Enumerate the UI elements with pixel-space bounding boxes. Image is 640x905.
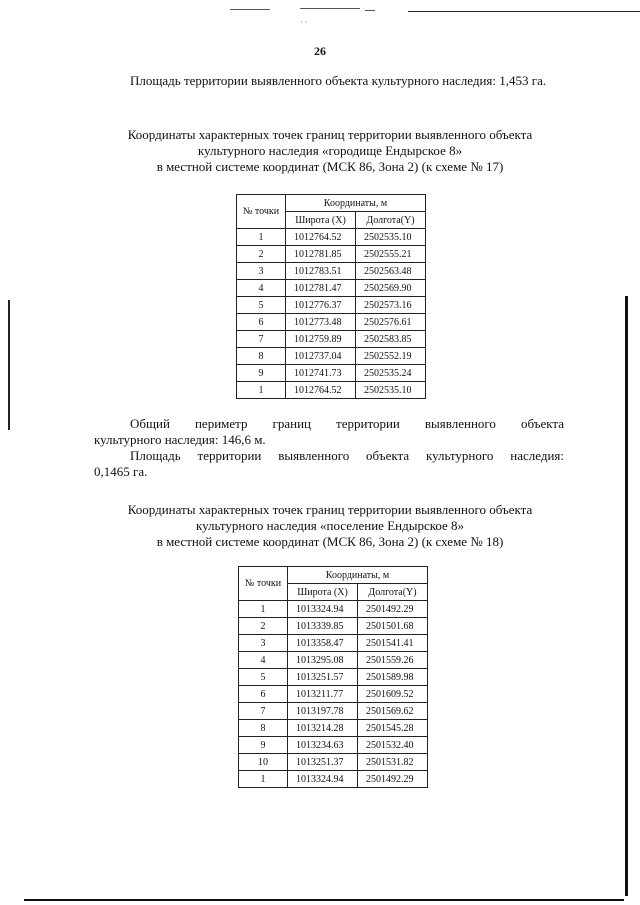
table-row xyxy=(239,737,428,754)
cell-point-number: 5 xyxy=(239,669,288,686)
cell-point-number: 7 xyxy=(237,331,286,348)
cell-point-number: 3 xyxy=(239,635,288,652)
table-row xyxy=(239,652,428,669)
table-row xyxy=(237,246,426,263)
cell-latitude: 1013197.78 xyxy=(288,703,358,720)
heading-17-line1: Координаты характерных точек границ территории выявленного объекта xyxy=(127,127,533,142)
cell-point-number: 8 xyxy=(237,348,286,365)
cell-longitude: 2501589.98 xyxy=(358,669,428,686)
cell-point-number: 1 xyxy=(239,601,288,618)
cell-latitude: 1013295.08 xyxy=(288,652,358,669)
cell-latitude: 1013251.57 xyxy=(288,669,358,686)
scan-noise-top xyxy=(230,6,380,14)
scan-right-bar xyxy=(625,296,628,896)
perimeter-line1: Общий периметр границ территории выявленного объекта xyxy=(130,416,564,431)
scan-left-bar xyxy=(8,300,10,430)
cell-latitude: 1012764.52 xyxy=(286,382,356,399)
cell-point-number: 6 xyxy=(237,314,286,331)
cell-longitude: 2502552.19 xyxy=(356,348,426,365)
coords-table-17 xyxy=(236,194,426,399)
cell-latitude: 1013214.28 xyxy=(288,720,358,737)
table-row xyxy=(237,314,426,331)
cell-point-number: 6 xyxy=(239,686,288,703)
cell-latitude: 1013339.85 xyxy=(288,618,358,635)
header-point-number: № точки xyxy=(239,567,288,601)
cell-longitude: 2501541.41 xyxy=(358,635,428,652)
cell-longitude: 2501559.26 xyxy=(358,652,428,669)
cell-point-number: 1 xyxy=(237,229,286,246)
header-longitude: Долгота(Y) xyxy=(358,584,428,601)
cell-point-number: 8 xyxy=(239,720,288,737)
cell-latitude: 1013324.94 xyxy=(288,601,358,618)
coords-heading-17 xyxy=(70,127,590,175)
scan-specks: · · xyxy=(300,18,308,27)
header-latitude: Широта (X) xyxy=(288,584,358,601)
perimeter-paragraph xyxy=(94,416,564,480)
cell-longitude: 2501531.82 xyxy=(358,754,428,771)
cell-latitude: 1013211.77 xyxy=(288,686,358,703)
cell-longitude: 2502573.16 xyxy=(356,297,426,314)
cell-longitude: 2502569.90 xyxy=(356,280,426,297)
table-header-row xyxy=(237,195,426,212)
table-row xyxy=(237,229,426,246)
table-row xyxy=(239,754,428,771)
cell-latitude: 1012764.52 xyxy=(286,229,356,246)
cell-latitude: 1012776.37 xyxy=(286,297,356,314)
cell-longitude: 2501569.62 xyxy=(358,703,428,720)
cell-longitude: 2502583.85 xyxy=(356,331,426,348)
cell-longitude: 2502576.61 xyxy=(356,314,426,331)
header-coordinates: Координаты, м xyxy=(286,195,426,212)
table-row xyxy=(239,601,428,618)
table-row xyxy=(239,720,428,737)
table-row xyxy=(239,686,428,703)
cell-point-number: 9 xyxy=(237,365,286,382)
table-row xyxy=(237,263,426,280)
cell-longitude: 2501501.68 xyxy=(358,618,428,635)
coords-table-18 xyxy=(238,566,428,788)
heading-18-line2: культурного наследия «поселение Ендырское 8» xyxy=(195,518,465,533)
table-row xyxy=(239,771,428,788)
table-row xyxy=(239,618,428,635)
top-rule xyxy=(408,11,640,12)
perimeter-line2: культурного наследия: 146,6 м. xyxy=(94,432,266,447)
heading-18-line1: Координаты характерных точек границ территории выявленного объекта xyxy=(127,502,533,517)
header-longitude: Долгота(Y) xyxy=(356,212,426,229)
scan-bottom-rule xyxy=(24,899,624,901)
cell-latitude: 1012737.04 xyxy=(286,348,356,365)
cell-longitude: 2502535.10 xyxy=(356,229,426,246)
heading-17-line3: в местной системе координат (МСК 86, Зона 2) (к схеме № 17) xyxy=(156,159,504,174)
cell-point-number: 4 xyxy=(239,652,288,669)
cell-latitude: 1013234.63 xyxy=(288,737,358,754)
coords-heading-18 xyxy=(70,502,590,550)
cell-latitude: 1013251.37 xyxy=(288,754,358,771)
cell-point-number: 1 xyxy=(239,771,288,788)
cell-point-number: 4 xyxy=(237,280,286,297)
cell-longitude: 2501609.52 xyxy=(358,686,428,703)
area-line1: Площадь территории выявленного объекта культурного наследия: xyxy=(130,448,564,463)
heading-17-line2: культурного наследия «городище Ендырское 8» xyxy=(197,143,463,158)
cell-latitude: 1012741.73 xyxy=(286,365,356,382)
area-line2: 0,1465 га. xyxy=(94,464,148,479)
cell-point-number: 2 xyxy=(239,618,288,635)
cell-latitude: 1013358.47 xyxy=(288,635,358,652)
cell-longitude: 2501532.40 xyxy=(358,737,428,754)
table-header-row xyxy=(239,567,428,584)
cell-latitude: 1012759.89 xyxy=(286,331,356,348)
area-paragraph-1 xyxy=(94,73,564,89)
cell-longitude: 2501492.29 xyxy=(358,771,428,788)
cell-point-number: 9 xyxy=(239,737,288,754)
cell-latitude: 1012783.51 xyxy=(286,263,356,280)
table-row xyxy=(239,635,428,652)
header-coordinates: Координаты, м xyxy=(288,567,428,584)
table-row xyxy=(239,703,428,720)
cell-longitude: 2502555.21 xyxy=(356,246,426,263)
cell-point-number: 7 xyxy=(239,703,288,720)
area-text-1: Площадь территории выявленного объекта культурного наследия: 1,453 га. xyxy=(130,73,547,88)
cell-latitude: 1012781.85 xyxy=(286,246,356,263)
page-number: 26 xyxy=(314,44,326,58)
cell-point-number: 3 xyxy=(237,263,286,280)
cell-point-number: 1 xyxy=(237,382,286,399)
cell-latitude: 1012781.47 xyxy=(286,280,356,297)
table-row xyxy=(237,348,426,365)
header-latitude: Широта (X) xyxy=(286,212,356,229)
cell-latitude: 1013324.94 xyxy=(288,771,358,788)
table-row xyxy=(237,280,426,297)
cell-longitude: 2501492.29 xyxy=(358,601,428,618)
table-row xyxy=(237,331,426,348)
table-row xyxy=(237,365,426,382)
cell-point-number: 5 xyxy=(237,297,286,314)
table-row xyxy=(237,382,426,399)
cell-latitude: 1012773.48 xyxy=(286,314,356,331)
table-row xyxy=(239,669,428,686)
cell-point-number: 10 xyxy=(239,754,288,771)
heading-18-line3: в местной системе координат (МСК 86, Зона 2) (к схеме № 18) xyxy=(156,534,504,549)
table-row xyxy=(237,297,426,314)
header-point-number: № точки xyxy=(237,195,286,229)
cell-longitude: 2502535.10 xyxy=(356,382,426,399)
cell-longitude: 2502563.48 xyxy=(356,263,426,280)
cell-point-number: 2 xyxy=(237,246,286,263)
cell-longitude: 2501545.28 xyxy=(358,720,428,737)
cell-longitude: 2502535.24 xyxy=(356,365,426,382)
